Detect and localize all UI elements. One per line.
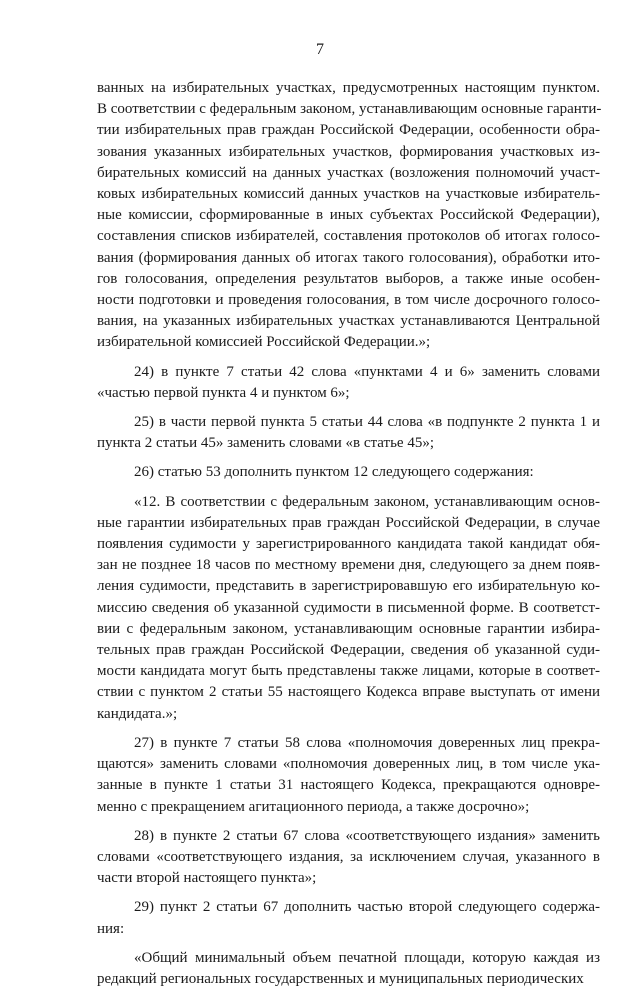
text-line: избирательной комиссией Российской Федерации.»;: [97, 334, 431, 351]
text-line: ванных на избирательных участках, предусмотренных настоящим пунктом.: [97, 80, 600, 96]
paragraph: [97, 462, 600, 483]
text-line: занные в пункте 1 статьи 31 настоящего Кодекса, прекращаются одновре-: [97, 777, 600, 794]
paragraph: [97, 492, 600, 725]
paragraph: [97, 412, 600, 454]
text-line: тельных прав граждан Российской Федерации, сведения об указанной суди-: [97, 642, 600, 659]
text-line: «12. В соответствии с федеральным законом, устанавливающим основ-: [134, 493, 600, 510]
text-line: В соответствии с федеральным законом, устанавливающим основные гаранти-: [97, 101, 602, 118]
text-line: зования указанных избирательных участков, формирования участковых из-: [97, 143, 600, 160]
text-line: гов голосования, определения результатов выборов, а также иные особен-: [97, 270, 600, 287]
text-line: ные гарантии избирательных прав граждан Российской Федерации, в случае: [97, 514, 600, 531]
text-line: части второй настоящего пункта»;: [97, 870, 317, 887]
text-line: ния:: [97, 920, 125, 937]
text-line: словами «соответствующего издания, за исключением случая, указанного в: [97, 848, 600, 865]
text-line: «частью первой пункта 4 и пунктом 6»;: [97, 384, 350, 401]
document-body: [97, 78, 600, 998]
text-line: «Общий минимальный объем печатной площади, которую каждая из: [134, 949, 600, 966]
text-line: тии избирательных прав граждан Российской Федерации, особенности обра-: [97, 122, 600, 139]
text-line: щаются» заменить словами «полномочия доверенных лиц, в том числе ука-: [97, 756, 600, 773]
text-line: бирательных комиссий на данных участках (возложения полномочий участ-: [97, 164, 600, 181]
text-line: зан не позднее 18 часов по местному времени дня, следующего за днем появ-: [97, 557, 600, 574]
text-line: составления списков избирателей, составления протоколов об итогах голосо-: [97, 228, 600, 245]
text-line: 26) статью 53 дополнить пунктом 12 следующего содержания:: [134, 464, 534, 481]
text-line: ные комиссии, сформированные в иных субъектах Российской Федерации),: [97, 207, 600, 224]
paragraph: [97, 826, 600, 890]
text-line: мости кандидата могут быть представлены также лицами, которые в соответ-: [97, 663, 600, 680]
text-line: появления судимости у зарегистрированного кандидата такой кандидат обя-: [97, 536, 600, 553]
paragraph: [97, 948, 600, 990]
page-number: 7: [316, 41, 324, 58]
paragraph: [97, 362, 600, 404]
text-line: миссию сведения об указанной судимости в письменной форме. В соответст-: [97, 599, 600, 616]
text-line: ления судимости, представить в зарегистрировавшую его избирательную ко-: [97, 578, 600, 595]
text-line: вания, на указанных избирательных участках устанавливаются Центральной: [97, 313, 600, 330]
text-line: кандидата.»;: [97, 705, 178, 722]
text-line: менно с прекращением агитационного периода, а также досрочно»;: [97, 798, 530, 815]
paragraph: [97, 897, 600, 939]
text-line: вии с федеральным законом, устанавливающим основные гарантии избира-: [97, 620, 600, 637]
text-line: пункта 2 статьи 45» заменить словами «в статье 45»;: [97, 435, 434, 452]
text-line: 25) в части первой пункта 5 статьи 44 слова «в подпункте 2 пункта 1 и: [134, 414, 600, 431]
text-line: 24) в пункте 7 статьи 42 слова «пунктами 4 и 6» заменить словами: [134, 363, 600, 380]
text-line: 29) пункт 2 статьи 67 дополнить частью второй следующего содержа-: [134, 899, 600, 916]
text-line: ствии с пунктом 2 статьи 55 настоящего Кодекса вправе выступать от имени: [97, 684, 600, 701]
text-line: редакций региональных государственных и муниципальных периодических: [97, 970, 584, 987]
text-line: 27) в пункте 7 статьи 58 слова «полномочия доверенных лиц прекра-: [134, 734, 600, 751]
text-line: ности подготовки и проведения голосования, в том числе досрочного голосо-: [97, 292, 600, 309]
text-line: 28) в пункте 2 статьи 67 слова «соответствующего издания» заменить: [134, 827, 600, 844]
text-line: вания (формирования данных об итогах такого голосования), обработки ито-: [97, 249, 600, 266]
text-line: ковых избирательных комиссий данных участков на участковые избиратель-: [97, 186, 600, 203]
paragraph: [97, 78, 600, 354]
paragraph: [97, 733, 600, 818]
